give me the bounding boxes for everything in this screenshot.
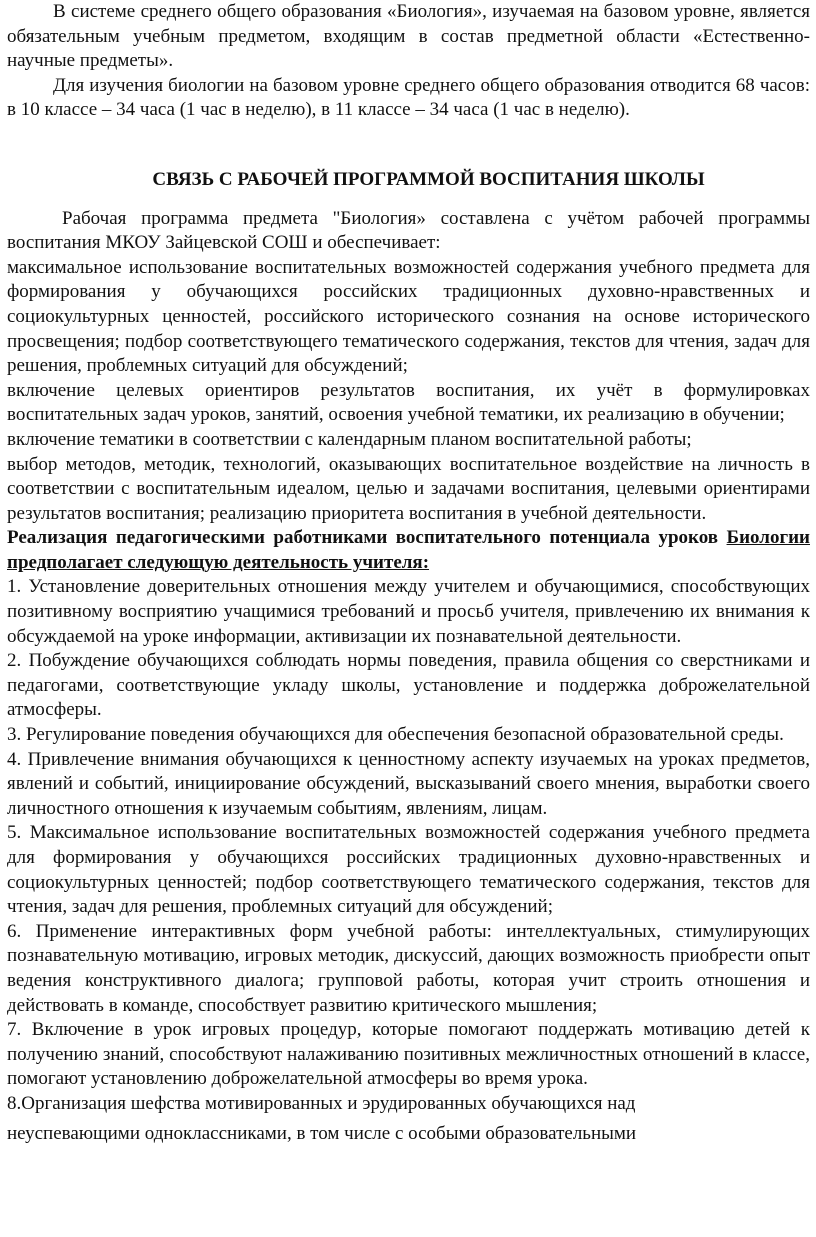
section-title: СВЯЗЬ С РАБОЧЕЙ ПРОГРАММОЙ ВОСПИТАНИЯ ШКОЛЫ: [152, 168, 705, 190]
section-item-3: включение тематики в соответствии с календарным планом воспитательной работы;: [7, 428, 692, 450]
realization-point-7: 7. Включение в урок игровых процедур, которые помогают поддержать мотивацию детей к получению знаний, способствуют налаживанию позитивных межличностных отношений в классе, помогают установлению доброжелательной атмосферы во время урока.: [7, 1019, 810, 1090]
intro-paragraph-2: Для изучения биологии на базовом уровне среднего общего образования отводится 68 часов: в 10 классе – 34 часа (1 час в неделю), в 11 классе – 34 часа (1 час в неделю).: [7, 74, 810, 121]
section-lead: Рабочая программа предмета "Биология» составлена с учётом рабочей программы воспитания МКОУ Зайцевской СОШ и обеспечивает:: [7, 207, 810, 254]
realization-heading-part2: Биологии предполагает следующую деятельность учителя:: [7, 527, 810, 573]
realization-point-2: 2. Побуждение обучающихся соблюдать нормы поведения, правила общения со сверстниками и педагогами, соответствующие укладу школы, установление и поддержка доброжелательной атмосферы.: [7, 650, 810, 721]
realization-point-3: 3. Регулирование поведения обучающихся для обеспечения безопасной образовательной среды.: [7, 724, 784, 746]
realization-heading-part1: Реализация педагогическими работниками воспитательного потенциала уроков: [7, 527, 719, 549]
realization-last-line: неуспевающими одноклассниками, в том числе с особыми образовательными: [7, 1122, 637, 1144]
intro-paragraph-1: В системе среднего общего образования «Биология», изучаемая на базовом уровне, является обязательным учебным предметом, входящим в состав предметной области «Естественно-научные предметы».: [7, 1, 810, 72]
section-item-4: выбор методов, методик, технологий, оказывающих воспитательное воздействие на личность в соответствии с воспитательным идеалом, целью и задачами воспитания, целевыми ориентирами результатов воспитания; реализацию приоритета воспитания в учебной деятельности.: [7, 453, 810, 524]
realization-point-8: 8.Организация шефства мотивированных и эрудированных обучающихся над: [7, 1092, 636, 1114]
realization-point-6: 6. Применение интерактивных форм учебной работы: интеллектуальных, стимулирующих познавательную мотивацию, игровых методик, дискуссий, дающих возможность приобрести опыт ведения конструктивного диалога; групповой работы, которая учит строить отношения и действовать в команде, способствует развитию критического мышления;: [7, 920, 810, 1016]
realization-point-4: 4. Привлечение внимания обучающихся к ценностному аспекту изучаемых на уроках предметов, явлений и событий, инициирование обсуждений, высказываний своего мнения, выработки своего личностного отношения к изучаемым событиям, явлениям, лицам.: [7, 748, 810, 819]
realization-heading: [7, 526, 810, 575]
realization-point-1: 1. Установление доверительных отношения между учителем и обучающимися, способствующих позитивному восприятию учащимися требований и просьб учителя, привлечению их внимания к обсуждаемой на уроке информации, активизации их познавательной деятельности.: [7, 576, 810, 647]
section-item-2: включение целевых ориентиров результатов воспитания, их учёт в формулировках воспитательных задач уроков, занятий, освоения учебной тематики, их реализацию в обучении;: [7, 379, 810, 426]
realization-point-5: 5. Максимальное использование воспитательных возможностей содержания учебного предмета для формирования у обучающихся российских традиционных духовно-нравственных и социокультурных ценностей; подбор соответствующего тематического содержания, текстов для чтения, задач для решения, проблемных ситуаций для обсуждений;: [7, 822, 810, 918]
section-item-1: максимальное использование воспитательных возможностей содержания учебного предмета для формирования у обучающихся российских традиционных духовно-нравственных и социокультурных ценностей, российского исторического сознания на основе исторического просвещения; подбор соответствующего тематического содержания, текстов для чтения, задач для решения, проблемных ситуаций для обсуждений;: [7, 256, 810, 377]
